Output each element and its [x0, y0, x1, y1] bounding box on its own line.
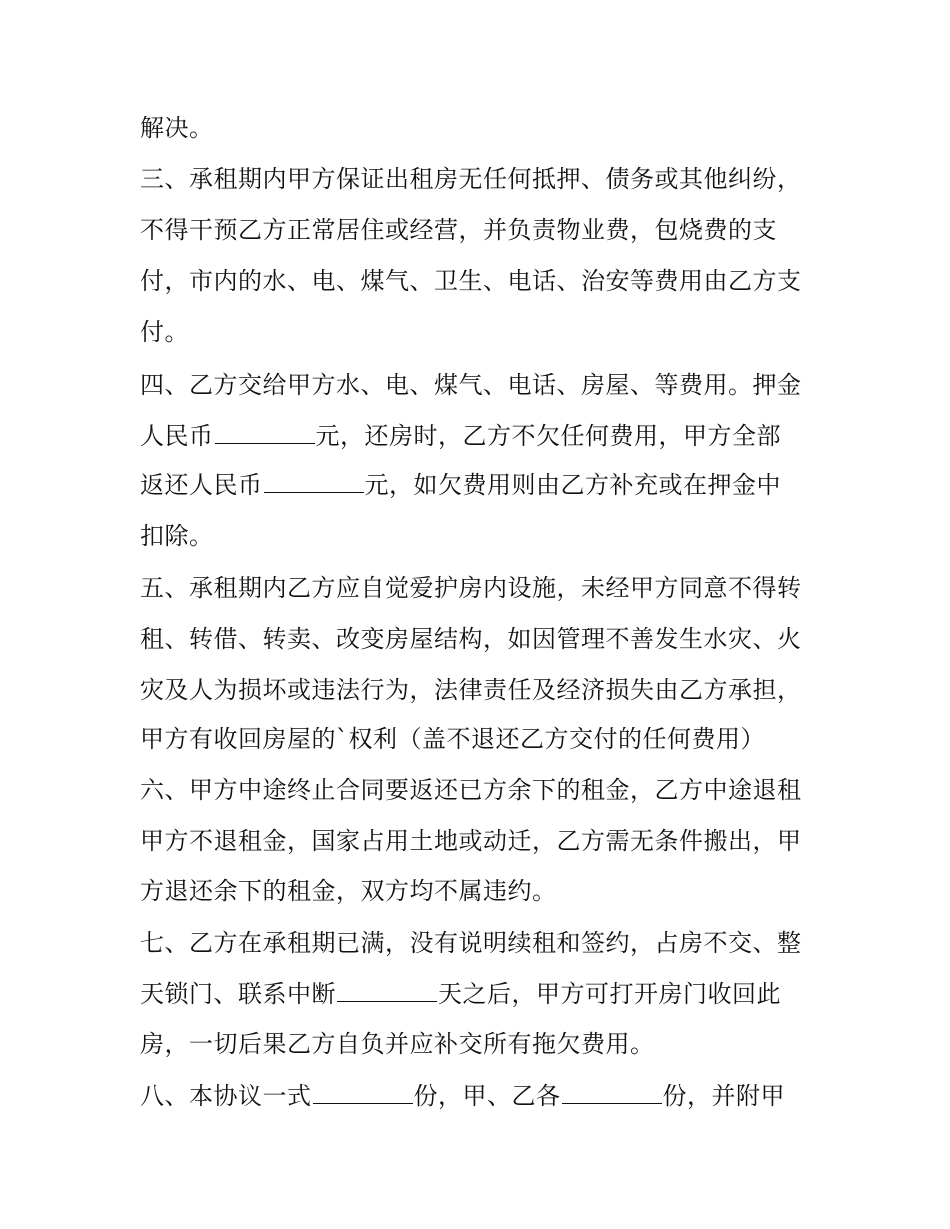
text-line: 扣除。 [140, 522, 214, 550]
fill-in-blank[interactable] [215, 421, 315, 444]
text-line: 付，市内的水、电、煤气、卫生、电话、治安等费用由乙方支 [140, 267, 802, 295]
text-line-with-blank [140, 470, 820, 500]
fill-in-blank[interactable] [264, 470, 364, 493]
text-line: 租、转借、转卖、改变房屋结构，如因管理不善发生水灾、火 [140, 625, 802, 653]
text-segment: 份，甲、乙各 [413, 1082, 561, 1110]
text-line: 灾及人为损坏或违法行为，法律责任及经济损失由乙方承担， [140, 676, 802, 704]
text-line: 不得干预乙方正常居住或经营，并负责物业费，包烧费的支 [140, 216, 777, 244]
fill-in-blank[interactable] [337, 979, 437, 1002]
text-line: 三、承租期内甲方保证出租房无任何抵押、债务或其他纠纷， [140, 165, 802, 193]
text-line: 解决。 [140, 114, 214, 142]
text-line: 房，一切后果乙方自负并应补交所有拖欠费用。 [140, 1030, 655, 1058]
text-segment: 人民币 [140, 422, 214, 450]
text-segment: 天锁门、联系中断 [140, 980, 336, 1008]
text-line: 六、甲方中途终止合同要返还已方余下的租金，乙方中途退租 [140, 776, 802, 804]
text-segment: 元，如欠费用则由乙方补充或在押金中 [364, 471, 781, 499]
text-segment: 元，还房时，乙方不欠任何费用，甲方全部 [315, 422, 781, 450]
text-line: 七、乙方在承租期已满，没有说明续租和签约，占房不交、整 [140, 929, 802, 957]
text-line: 付。 [140, 318, 189, 346]
fill-in-blank[interactable] [313, 1081, 413, 1104]
text-segment: 八、本协议一式 [140, 1082, 312, 1110]
text-line: 四、乙方交给甲方水、电、煤气、电话、房屋、等费用。押金 [140, 371, 802, 399]
fill-in-blank[interactable] [562, 1081, 662, 1104]
text-segment: 返还人民币 [140, 471, 263, 499]
text-line-with-blanks [140, 1081, 820, 1111]
text-line: 五、承租期内乙方应自觉爱护房内设施，未经甲方同意不得转 [140, 574, 802, 602]
text-line-with-blank [140, 421, 820, 451]
text-line: 方退还余下的租金，双方均不属违约。 [140, 877, 557, 905]
text-segment: 份，并附甲 [662, 1082, 785, 1110]
text-line: 甲方不退租金，国家占用土地或动迁，乙方需无条件搬出，甲 [140, 827, 802, 855]
text-line: 甲方有收回房屋的`权利（盖不退还乙方交付的任何费用） [140, 725, 765, 753]
text-line-with-blank [140, 979, 820, 1009]
text-segment: 天之后，甲方可打开房门收回此 [438, 980, 781, 1008]
